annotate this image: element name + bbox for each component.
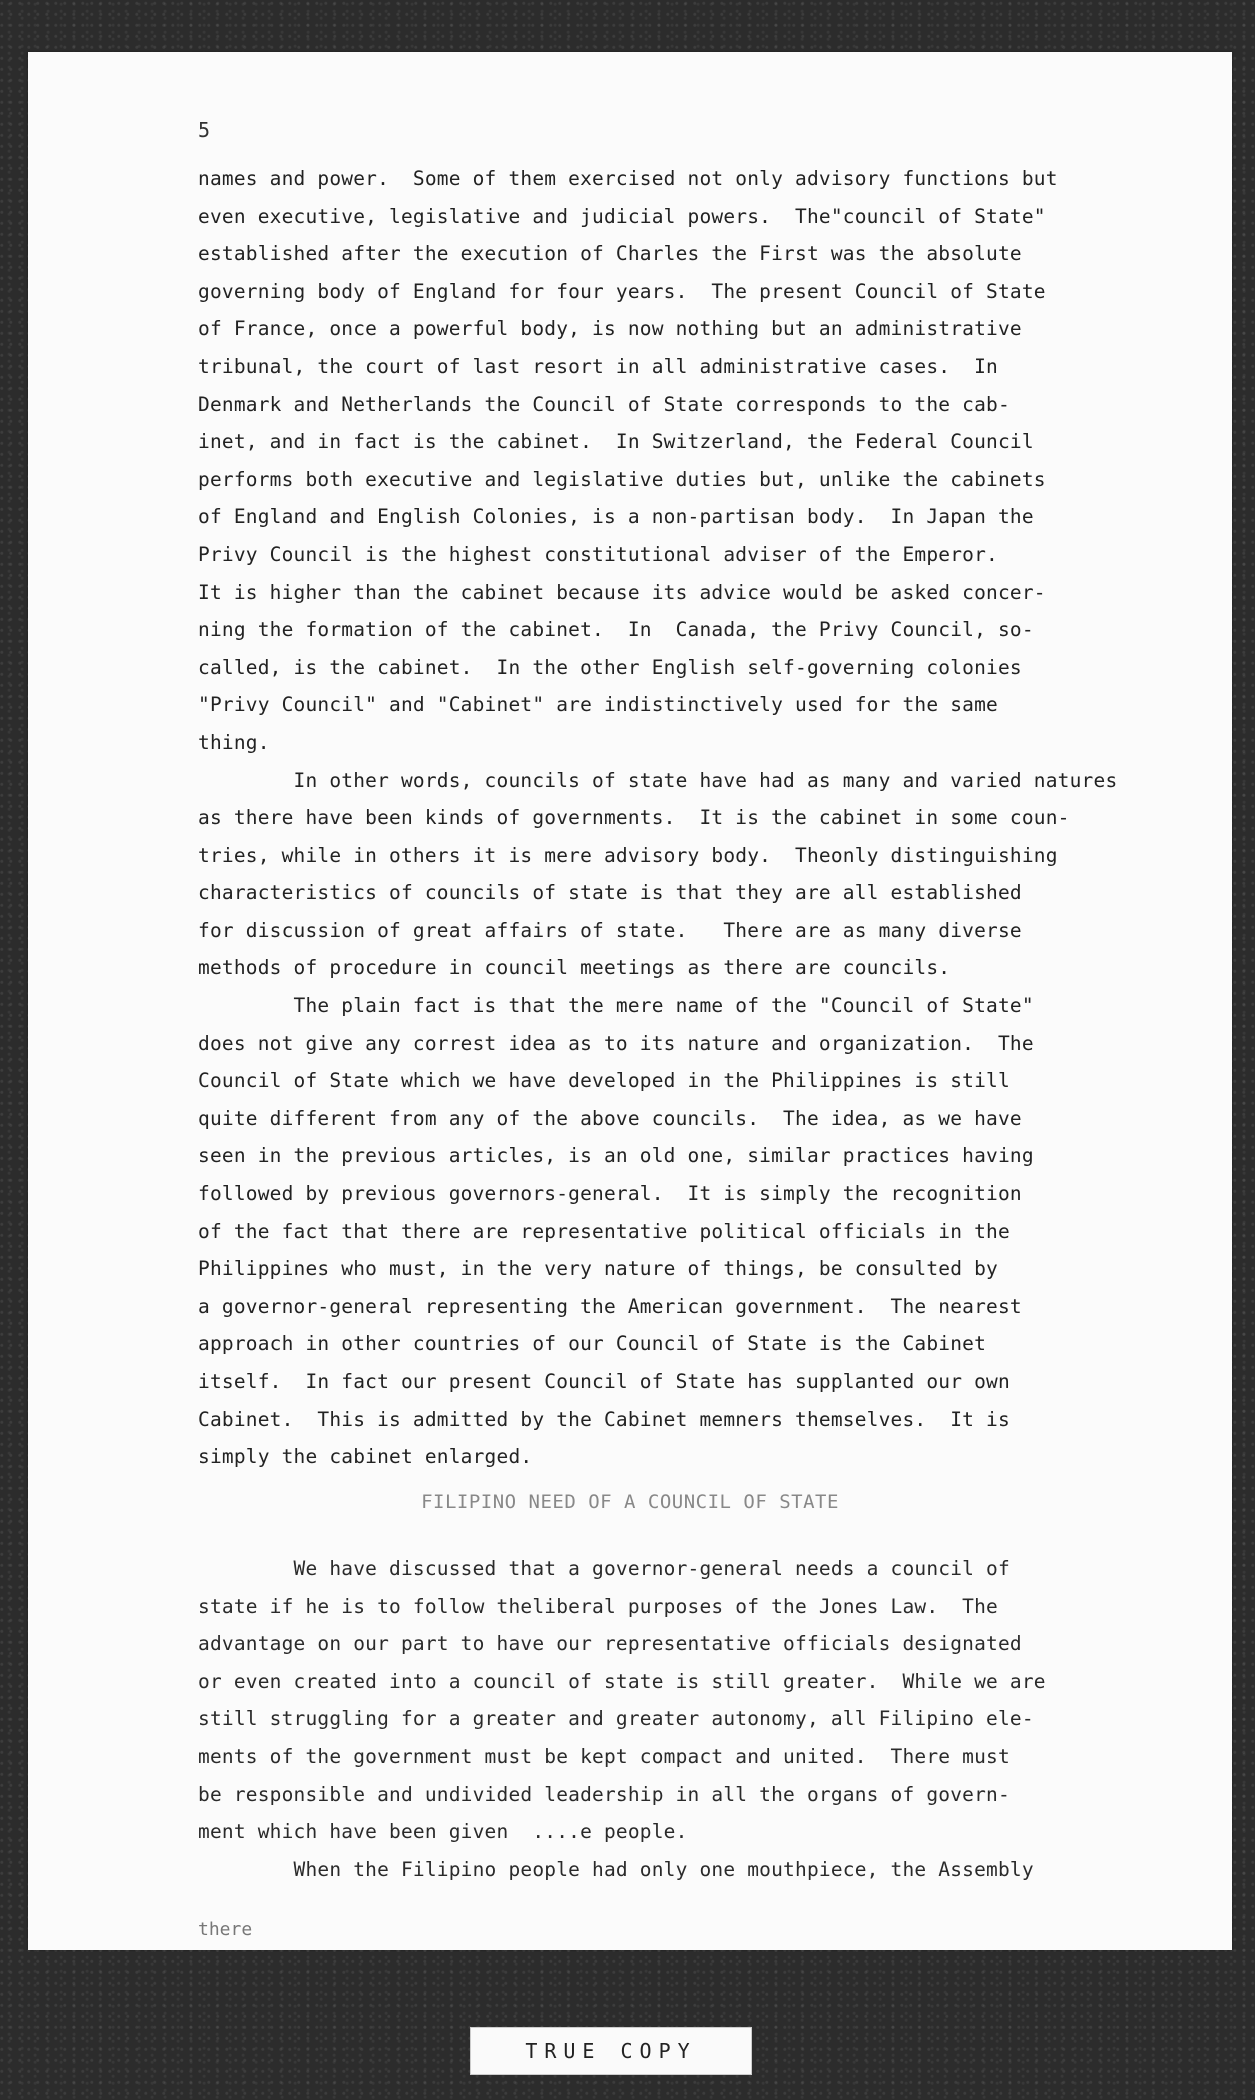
text-line: of France, once a powerful body, is now nothing but an administrative [198,317,1022,341]
text-line: "Privy Council" and "Cabinet" are indistinctively used for the same [198,693,998,717]
page-number: 5 [198,118,211,142]
paragraph-other-words [198,762,1198,988]
text-line: ments of the government must be kept compact and united. There must [198,1744,1010,1768]
section-heading: FILIPINO NEED OF A COUNCIL OF STATE [421,1491,839,1513]
text-line: seen in the previous articles, is an old one, similar practices having [198,1144,1034,1168]
text-line: ning the formation of the cabinet. In Canada, the Privy Council, so- [198,618,1034,642]
text-line: characteristics of councils of state is that they are all established [198,881,1022,905]
body-text-upper [198,160,1198,1476]
text-line: itself. In fact our present Council of State has supplanted our own [198,1370,1010,1393]
text-line: methods of procedure in council meetings as there are councils. [198,956,951,980]
text-line: names and power. Some of them exercised not only advisory functions but [198,167,1058,190]
text-line: Philippines who must, in the very nature of things, be consulted by [198,1257,998,1281]
text-line: advantage on our part to have our representative officials designated [198,1632,1022,1656]
text-line: ment which have been given ....e people. [198,1820,688,1844]
text-line: Denmark and Netherlands the Council of State corresponds to the cab- [198,392,1010,416]
text-line: even executive, legislative and judicial powers. The"council of State" [198,204,1046,228]
text-line: or even created into a council of state is still greater. While we are [198,1669,1046,1693]
catchword: there [198,1919,253,1940]
text-line: In other words, councils of state have had as many and varied natures [198,768,1118,792]
text-line: Council of State which we have developed in the Philippines is still [198,1069,1010,1093]
text-line: a governor-general representing the American government. The nearest [198,1294,1022,1318]
text-line: does not give any correst idea as to its nature and organization. The [198,1031,1034,1055]
document-page [28,52,1232,1950]
text-line: called, is the cabinet. In the other English self-governing colonies [198,655,1022,679]
text-line: still struggling for a greater and greater autonomy, all Filipino ele- [198,1707,1034,1731]
text-line: as there have been kinds of governments. It is the cabinet in some coun- [198,806,1070,830]
text-line: of England and English Colonies, is a non-partisan body. In Japan the [198,505,1034,529]
paragraph-plain-fact [198,987,1198,1476]
text-line: for discussion of great affairs of state. There are as many diverse [198,918,1022,942]
text-line: tribunal, the court of last resort in all administrative cases. In [198,354,998,378]
text-line: governing body of England for four years. The present Council of State [198,279,1046,303]
text-line: quite different from any of the above councils. The idea, as we have [198,1106,1022,1130]
text-line: performs both executive and legislative duties but, unlike the cabinets [198,467,1046,491]
text-line: thing. [198,730,270,754]
paragraph-mouthpiece [198,1851,1198,1889]
body-text-lower [198,1550,1198,1888]
text-line: It is higher than the cabinet because its advice would be asked concer- [198,580,1046,604]
text-line: established after the execution of Charles the First was the absolute [198,242,1022,266]
text-line: followed by previous governors-general. It is simply the recognition [198,1182,1022,1206]
text-line: Cabinet. This is admitted by the Cabinet memners themselves. It is [198,1407,1010,1431]
text-line: When the Filipino people had only one mouthpiece, the Assembly [198,1857,1034,1881]
text-line: The plain fact is that the mere name of the "Council of State" [198,994,1034,1018]
text-line: of the fact that there are representative political officials in the [198,1219,1010,1243]
text-line: be responsible and undivided leadership in all the organs of govern- [198,1782,1010,1806]
text-line: tries, while in others it is mere advisory body. Theonly distinguishing [198,843,1058,867]
text-line: approach in other countries of our Council of State is the Cabinet [198,1332,987,1356]
text-line: Privy Council is the highest constitutional adviser of the Emperor. [198,542,998,566]
paragraph-governor-general-needs [198,1550,1198,1851]
text-line: We have discussed that a governor-general needs a council of [198,1557,1010,1580]
true-copy-stamp: TRUE COPY [470,2027,752,2075]
text-line: simply the cabinet enlarged. [198,1445,533,1469]
text-line: inet, and in fact is the cabinet. In Switzerland, the Federal Council [198,430,1034,454]
paragraph-councils-history [198,160,1198,762]
text-line: state if he is to follow theliberal purposes of the Jones Law. The [198,1594,998,1618]
